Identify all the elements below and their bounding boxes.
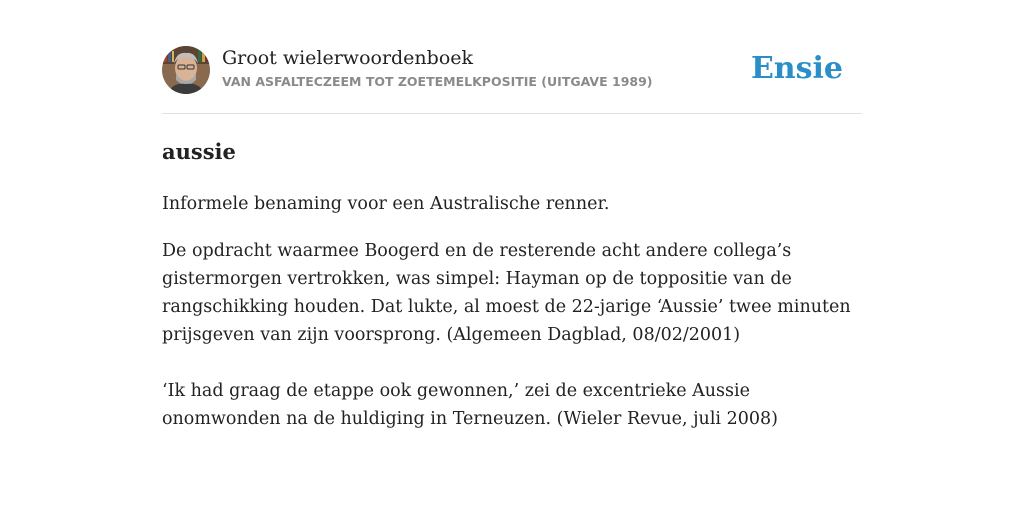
entry-word: aussie — [162, 139, 236, 164]
book-subtitle: VAN ASFALTECZEEM TOT ZOETEMELKPOSITIE (UITGAVE 1989) — [222, 74, 653, 89]
entry-content — [162, 136, 862, 433]
author-avatar[interactable] — [162, 46, 210, 94]
entry-definition: Informele benaming voor een Australische renner. — [162, 194, 610, 214]
book-title[interactable]: Groot wielerwoordenboek — [222, 47, 474, 69]
entry-example: ‘Ik had graag de etappe ook gewonnen,’ zei de excentrieke Aussie onomwonden na de huldiging in Terneuzen. (Wieler Revue, juli 2008) — [162, 381, 778, 429]
entry-example: De opdracht waarmee Boogerd en de resterende acht andere collega’s gistermorgen vertrokken, was simpel: Hayman op de toppositie van de rangschikking houden. Dat lukte, al moest de 22-jarige ‘Aussie’ twee minuten prijsgeven van zijn voorsprong. (Algemeen Dagblad, 08/02/2001) — [162, 241, 851, 345]
header-divider — [162, 113, 862, 114]
header — [162, 46, 862, 96]
brand-logo-link[interactable]: Ensie — [750, 51, 843, 86]
book-titles — [222, 46, 653, 90]
